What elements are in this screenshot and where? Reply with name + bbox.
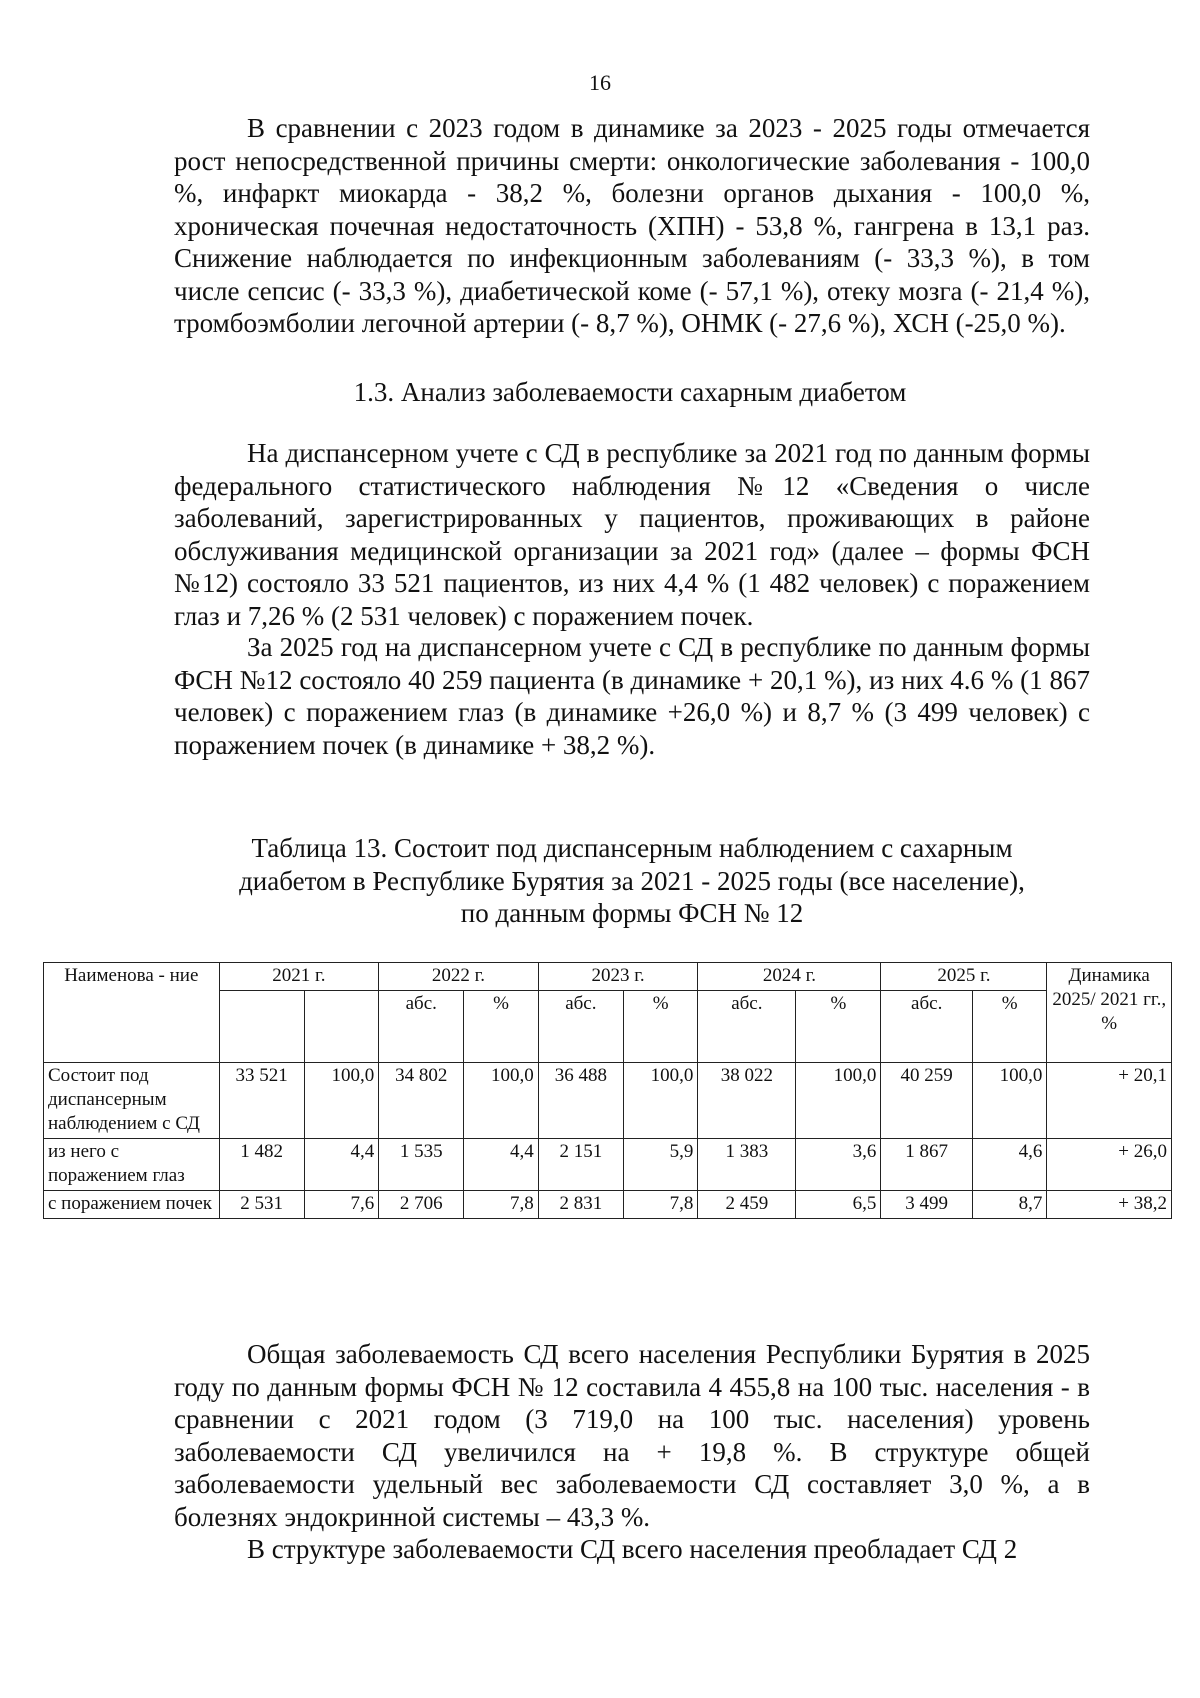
sub-empty	[304, 991, 378, 1063]
page-number: 16	[589, 70, 611, 95]
cell: 100,0	[972, 1063, 1046, 1139]
header-year: 2023 г.	[538, 963, 698, 991]
table-header-row	[44, 963, 1172, 991]
paragraph-incidence	[174, 1338, 1090, 1566]
row-name: с поражением почек	[44, 1191, 220, 1219]
cell: 100,0	[796, 1063, 881, 1139]
sub-pct: %	[623, 991, 697, 1063]
cell: 8,7	[972, 1191, 1046, 1219]
sub-abs: абс.	[698, 991, 796, 1063]
cell: 7,6	[304, 1191, 378, 1219]
table-row	[44, 1139, 1172, 1191]
cell: 36 488	[538, 1063, 623, 1139]
sub-pct: %	[464, 991, 538, 1063]
cell: 4,4	[304, 1139, 378, 1191]
cell: 100,0	[623, 1063, 697, 1139]
header-year: 2024 г.	[698, 963, 881, 991]
cell-dynamics: + 26,0	[1047, 1139, 1172, 1191]
paragraph-text: На диспансерном учете с СД в республике за 2021 год по данным формы федерального статистического наблюдения №12 «Сведения о числе заболеваний, зарегистрированных у пациентов, проживающих в районе обслуживания медицинской организации за 2021 год» (далее – формы ФСН №12) состояло 33 521 пациентов, из них 4,4 % (1 482 человек) с поражением глаз и 7,26 % (2 531 человек) с поражением почек.	[174, 438, 1090, 631]
cell: 7,8	[464, 1191, 538, 1219]
cell-dynamics: + 38,2	[1047, 1191, 1172, 1219]
caption-line: диабетом в Республике Бурятия за 2021 - 2025 годы (все население),	[239, 865, 1025, 896]
cell: 2 831	[538, 1191, 623, 1219]
cell: 38 022	[698, 1063, 796, 1139]
header-year: 2022 г.	[379, 963, 539, 991]
cell: 100,0	[304, 1063, 378, 1139]
header-year: 2021 г.	[219, 963, 379, 991]
header-name: Наименова - ние	[44, 963, 220, 991]
cell: 5,9	[623, 1139, 697, 1191]
paragraph-2025: За 2025 год на диспансерном учете с СД в республике по данным формы ФСН №12 состояло 40 259 пациента (в динамике + 20,1 %), из них 4.6 % (1 867 человек) с поражением глаз (в динамике +26,0 %) и 8,7 % (3 499 человек) с поражением почек (в динамике + 38,2 %).	[174, 632, 1090, 760]
cell: 40 259	[881, 1063, 973, 1139]
cell: 7,8	[623, 1191, 697, 1219]
cell: 1 383	[698, 1139, 796, 1191]
header-year: 2025 г.	[881, 963, 1047, 991]
paragraph-structure: В структуре заболеваемости СД всего населения преобладает СД 2	[247, 1534, 1018, 1564]
paragraph-mortality	[174, 112, 1090, 340]
sub-abs: абс.	[881, 991, 973, 1063]
cell: 1 867	[881, 1139, 973, 1191]
paragraph-2021	[174, 437, 1090, 761]
cell: 3 499	[881, 1191, 973, 1219]
paragraph-text: Общая заболеваемость СД всего населения Республики Бурятия в 2025 году по данным формы ФСН № 12 составила 4 455,8 на 100 тыс. населения - в сравнении с 2021 годом (3 719,0 на 100 тыс. населения) уровень заболеваемости СД увеличился на + 19,8 %. В структуре общей заболеваемости удельный вес заболеваемости СД составляет 3,0 %, а в болезнях эндокринной системы – 43,3 %.	[174, 1339, 1090, 1532]
cell: 2 706	[379, 1191, 464, 1219]
cell: 2 151	[538, 1139, 623, 1191]
table-row	[44, 1063, 1172, 1139]
table-subheader-row	[44, 991, 1172, 1063]
cell: 6,5	[796, 1191, 881, 1219]
caption-line: по данным формы ФСН № 12	[460, 898, 804, 928]
cell: 4,6	[972, 1139, 1046, 1191]
cell: 1 535	[379, 1139, 464, 1191]
sub-abs: абс.	[379, 991, 464, 1063]
sub-pct: %	[972, 991, 1046, 1063]
cell: 33 521	[219, 1063, 304, 1139]
row-name: из него с поражением глаз	[44, 1139, 220, 1191]
cell: 34 802	[379, 1063, 464, 1139]
sub-pct: %	[796, 991, 881, 1063]
sub-abs: абс.	[538, 991, 623, 1063]
diabetes-table	[43, 962, 1172, 1219]
row-name: Состоит под диспансерным наблюдением с СД	[44, 1063, 220, 1139]
paragraph-text: В сравнении с 2023 годом в динамике за 2023 - 2025 годы отмечается рост непосредственной причины смерти: онкологические заболевания - 100,0 %, инфаркт миокарда - 38,2 %, болезни органов дыхания - 100,0 %, хроническая почечная недостаточность (ХПН) - 53,8 %, гангрена в 13,1 раз. Снижение наблюдается по инфекционным заболеваниям (- 33,3 %), в том числе сепсис (- 33,3 %), диабетической коме (- 57,1 %), отеку мозга (- 21,4 %), тромбоэмболии легочной артерии (- 8,7 %), ОНМК (- 27,6 %), ХСН (-25,0 %).	[174, 113, 1090, 338]
table-row	[44, 1191, 1172, 1219]
cell: 100,0	[464, 1063, 538, 1139]
section-heading: 1.3. Анализ заболеваемости сахарным диабетом	[353, 377, 907, 407]
header-name-cont	[44, 991, 220, 1063]
cell: 3,6	[796, 1139, 881, 1191]
caption-line: Таблица 13. Состоит под диспансерным наблюдением с сахарным	[251, 833, 1013, 863]
table-caption	[0, 832, 1200, 930]
cell: 4,4	[464, 1139, 538, 1191]
header-dynamics: Динамика 2025/ 2021 гг., %	[1047, 963, 1172, 1063]
cell: 1 482	[219, 1139, 304, 1191]
cell: 2 459	[698, 1191, 796, 1219]
cell-dynamics: + 20,1	[1047, 1063, 1172, 1139]
cell: 2 531	[219, 1191, 304, 1219]
sub-empty	[219, 991, 304, 1063]
